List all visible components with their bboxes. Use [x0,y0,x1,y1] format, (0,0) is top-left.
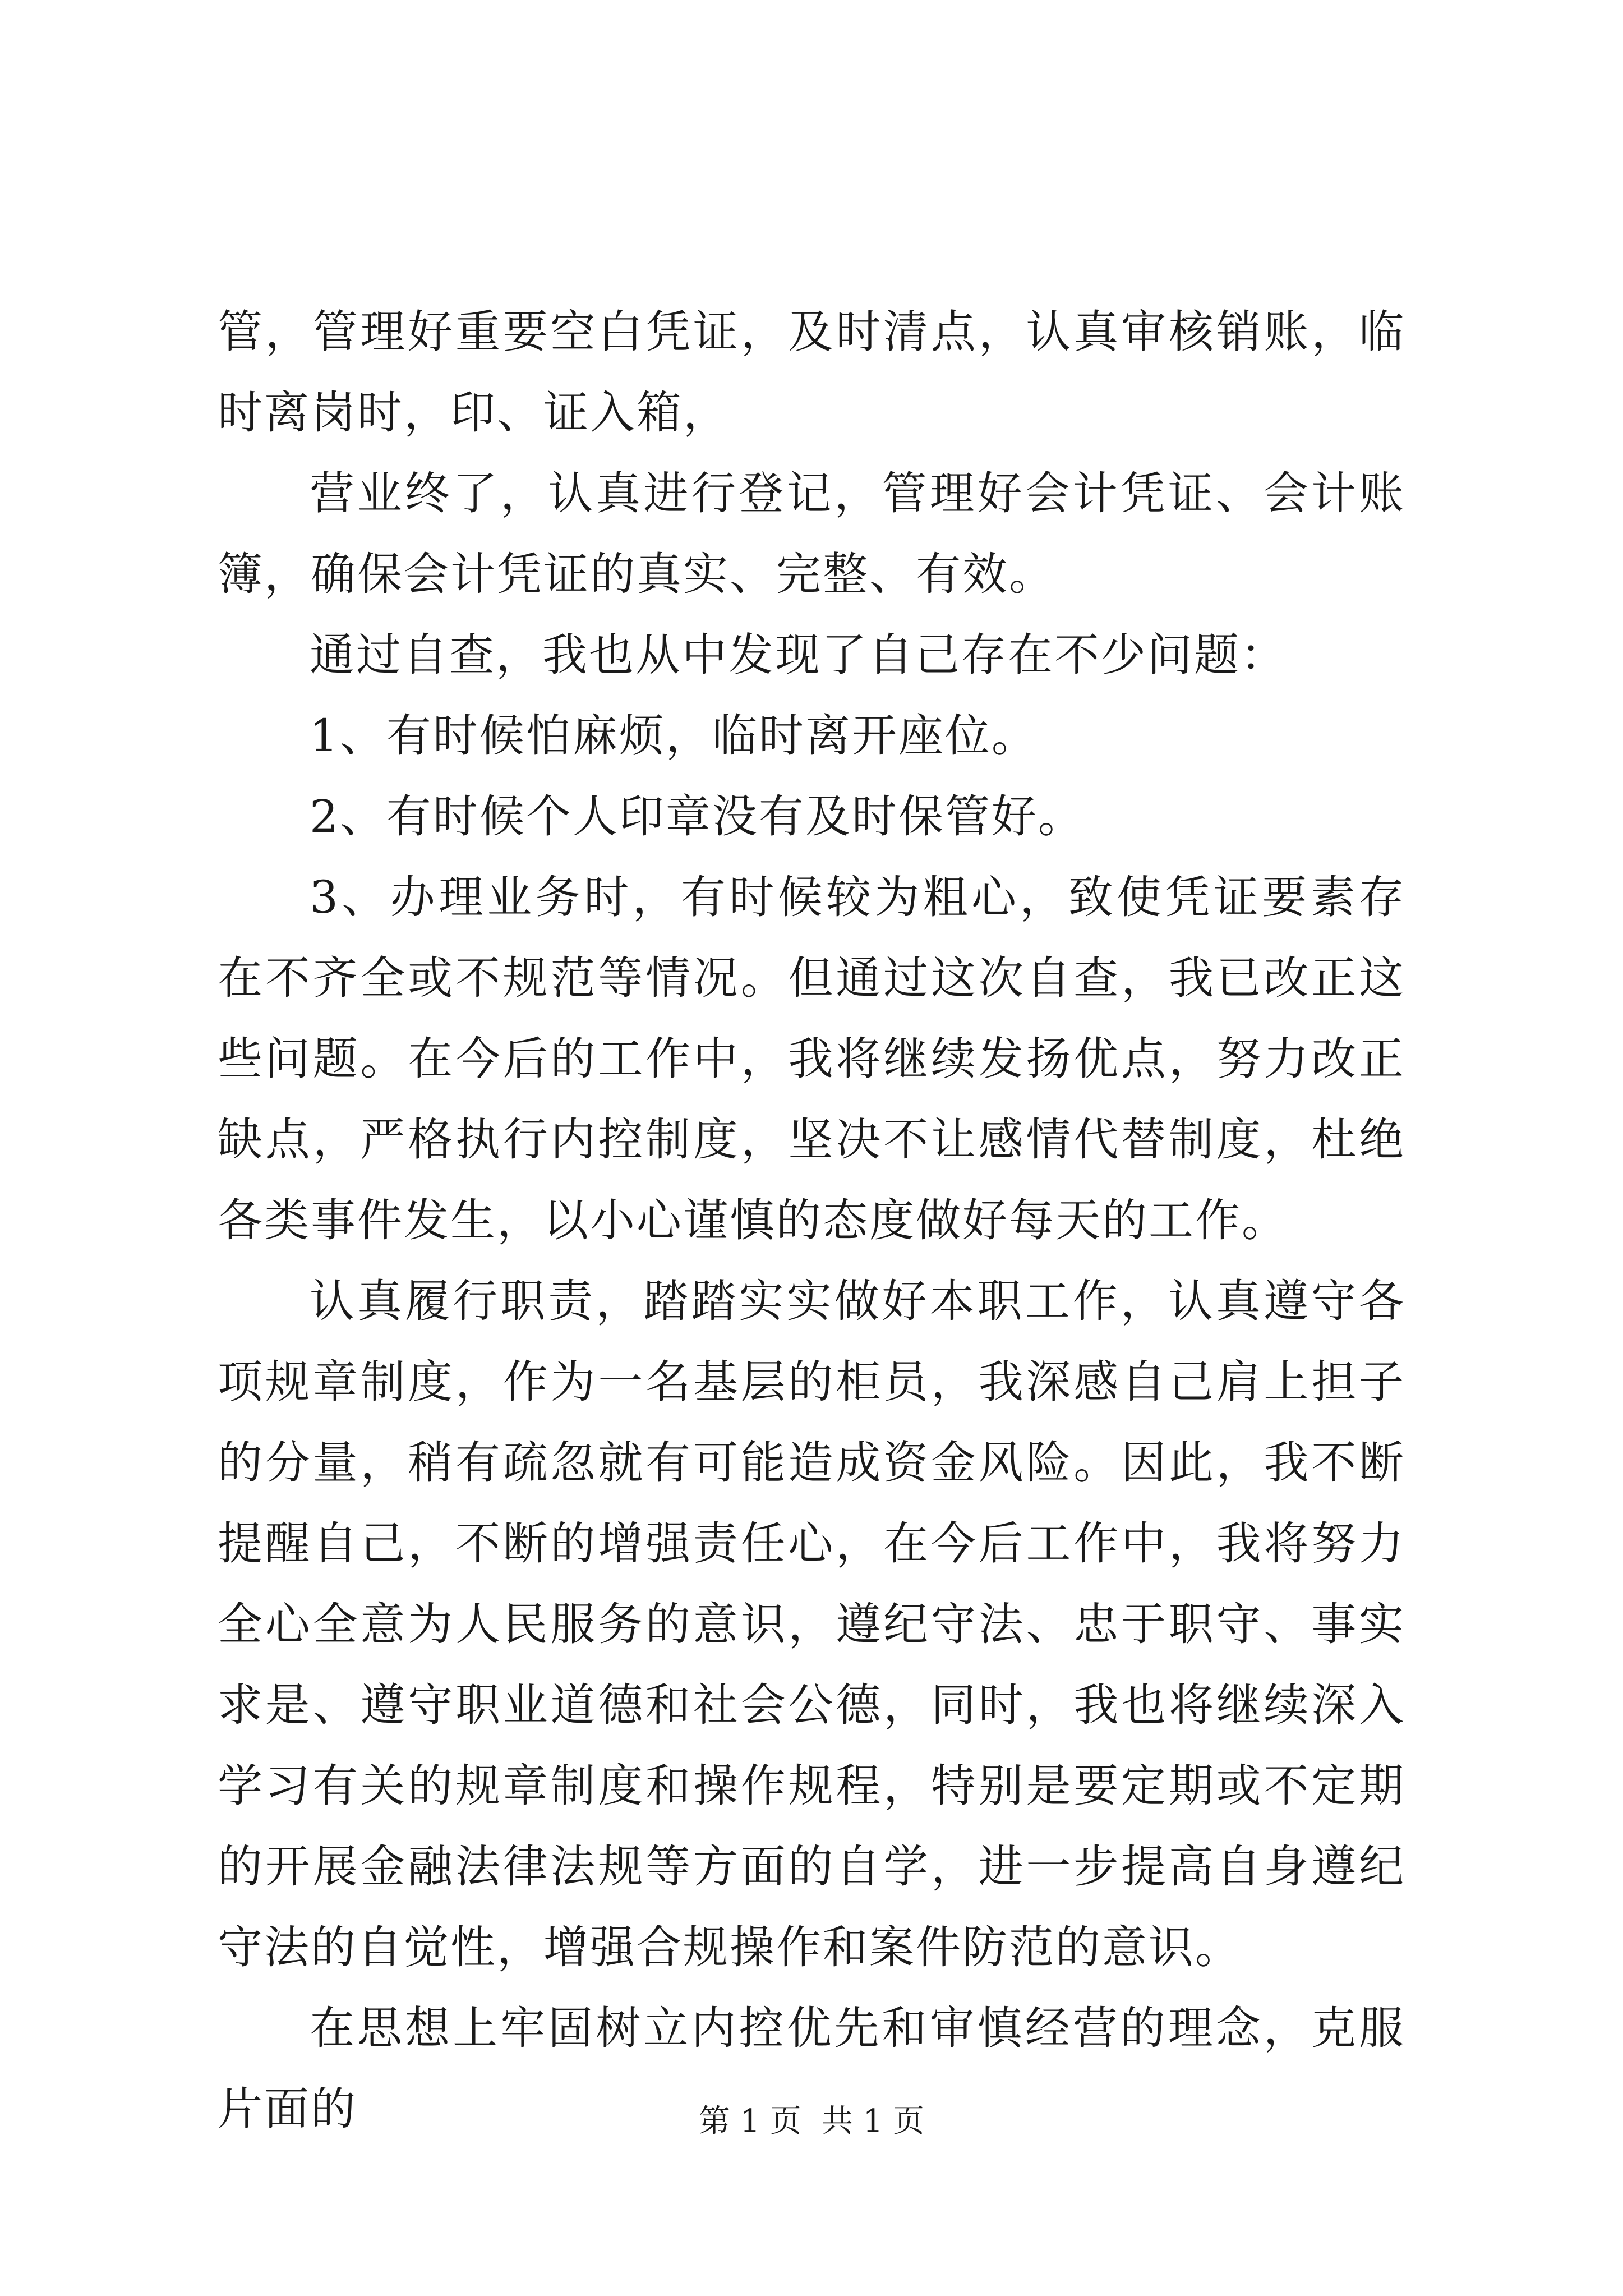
page-total: 共 1 页 [822,2103,925,2139]
page-footer [0,2099,1623,2144]
list-item: 2、有时候个人印章没有及时保管好。 [310,790,1085,843]
paragraph: 营业终了，认真进行登记，管理好会计凭证、会计账簿，确保会计凭证的真实、完整、有效。 [218,467,1405,600]
paragraph: 认真履行职责，踏踏实实做好本职工作，认真遵守各项规章制度，作为一名基层的柜员，我深感自己肩上担子的分量，稍有疏忽就有可能造成资金风险。因此，我不断提醒自己，不断的增强责任心，在今后工作中，我将努力全心全意为人民服务的意识，遵纪守法、忠于职守、事实求是、遵守职业道德和社会公德，同时，我也将继续深入学习有关的规章制度和操作规程，特别是要定期或不定期的开展金融法律法规等方面的自学，进一步提高自身遵纪守法的自觉性，增强合规操作和案件防范的意识。 [218,1275,1405,1973]
list-item: 3、办理业务时，有时候较为粗心，致使凭证要素存在不齐全或不规范等情况。但通过这次自查，我已改正这些问题。在今后的工作中，我将继续发扬优点，努力改正缺点，严格执行内控制度，坚决不让感情代替制度，杜绝各类事件发生，以小心谨慎的态度做好每天的工作。 [218,871,1405,1246]
list-item: 1、有时候怕麻烦，临时离开座位。 [310,710,1038,762]
paragraph: 管，管理好重要空白凭证，及时清点，认真审核销账，临时离岗时，印、证入箱， [218,306,1405,439]
page-number: 第 1 页 [698,2103,801,2139]
paragraph: 通过自查，我也从中发现了自己存在不少问题： [310,629,1287,681]
document-body [218,292,1405,2150]
paragraph: 在思想上牢固树立内控优先和审慎经营的理念，克服片面的 [218,2002,1405,2135]
